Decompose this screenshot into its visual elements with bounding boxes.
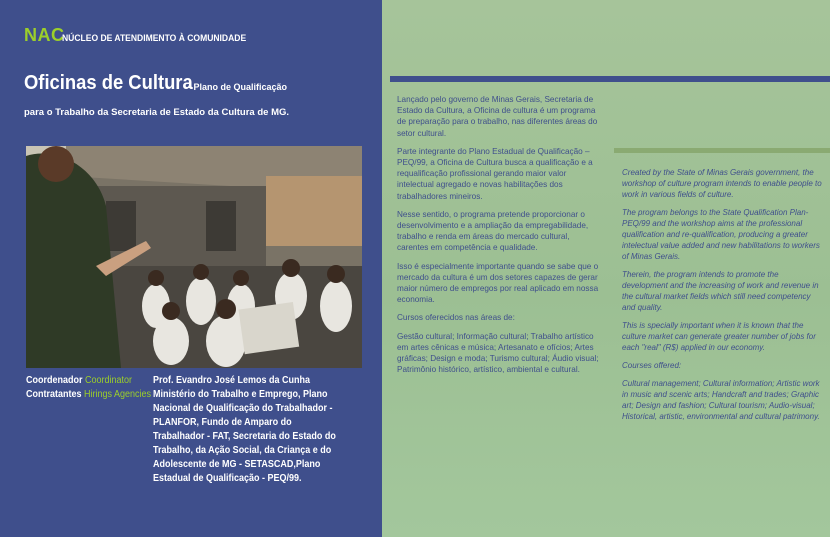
en-paragraph-3: Therein, the program intends to promote the development and the increasing of work and revenue in the cultural market fields which still need competency and quality. <box>622 270 819 312</box>
page-title: Oficinas de Cultura <box>24 72 193 94</box>
coordinator-label-en: Coordinator <box>85 375 133 386</box>
en-paragraph-5: Courses offered: <box>622 361 682 370</box>
orchestra-photo <box>26 146 362 368</box>
pt-paragraph-5: Cursos oferecidos nas áreas de: <box>397 313 515 323</box>
pt-paragraph-2: Parte integrante do Plano Estadual de Qualificação – PEQ/99, a Oficina de Cultura busca a qualificação e a requalificação profissional gerando maior valor intelectual agregado e novas habilitações dos trabalhadores mineiros. <box>397 146 593 201</box>
credits-text: Prof. Evandro José Lemos da Cunha Ministério do Trabalho e Emprego, Plano Nacional de Qualificação do Trabalhador - PLANFOR, Fundo de Amparo do Trabalhador - FAT, Secretaria do Estado do Trabalho, da Ação Social, da Criança e do Adolescente de MG - SETASCAD,Plano Estadual de Qualificação - PEQ/99. <box>153 375 336 484</box>
credits-labels <box>26 374 151 402</box>
divider-bar <box>390 76 830 82</box>
pt-paragraph-6: Gestão cultural; Informação cultural; Trabalho artístico em artes cênicas e música; Artesanato e ofícios; Artes gráficas; Design e moda; Turismo cultural; Áudio visual; Patrimônio histórico, artístico, ambiental e cultural. <box>397 331 599 375</box>
contractors-label: Contratantes <box>26 389 82 400</box>
nac-logo: NAC <box>24 25 65 45</box>
title-line2: para o Trabalho da Secretaria de Estado da Cultura de MG. <box>24 107 290 118</box>
pt-paragraph-4: Isso é especialmente importante quando se sabe que o mercado da cultura é um dos setores capazes de gerar maior número de empregos por real aplicado em nossa economia. <box>397 261 599 305</box>
contractors-label-en: Hirings Agencies <box>84 389 152 400</box>
portuguese-column <box>397 94 602 382</box>
coordinator-label: Coordenador <box>26 375 83 386</box>
en-paragraph-4: This is specially important when it is known that the culture market can generate greater number of jobs for each "real" (R$) applied in our economy. <box>622 321 816 352</box>
title-suffix: - Plano de Qualificação <box>188 82 288 92</box>
pt-paragraph-1: Lançado pelo governo de Minas Gerais, Secretaria de Estado da Cultura, a Oficina de cultura é um programa de preparação para o trabalho, nas diferentes áreas do setor cultural. <box>397 95 598 138</box>
english-column <box>622 167 822 429</box>
pt-paragraph-3: Nesse sentido, o programa pretende proporcionar o desenvolvimento e a ampliação da empregabilidade, trabalho e renda em áreas do mercado cultural, carentes em competência e qualidade. <box>397 209 589 253</box>
orchestra-photo-illustration <box>26 146 362 368</box>
en-paragraph-2: The program belongs to the State Qualification Plan-PEQ/99 and the workshop aims at the professional qualification and re-qualification, producing a greater intelectual value added and new habilitations to workers of Minas Gerais. <box>622 208 820 261</box>
en-paragraph-1: Created by the State of Minas Gerais government, the workshop of culture program intends to enable people to work in various fields of culture. <box>622 168 822 199</box>
nac-subtitle: NÚCLEO DE ATENDIMENTO À COMUNIDADE <box>62 33 247 43</box>
en-paragraph-6: Cultural management; Cultural information; Artistic work in music and scenic arts; Handcraft and trades; Graphic art; Design and fashion; Cultural tourism; Audio-visual; Historical, artistic, environmental and cultural patrimony. <box>622 379 820 421</box>
divider-bar-green <box>614 148 830 153</box>
